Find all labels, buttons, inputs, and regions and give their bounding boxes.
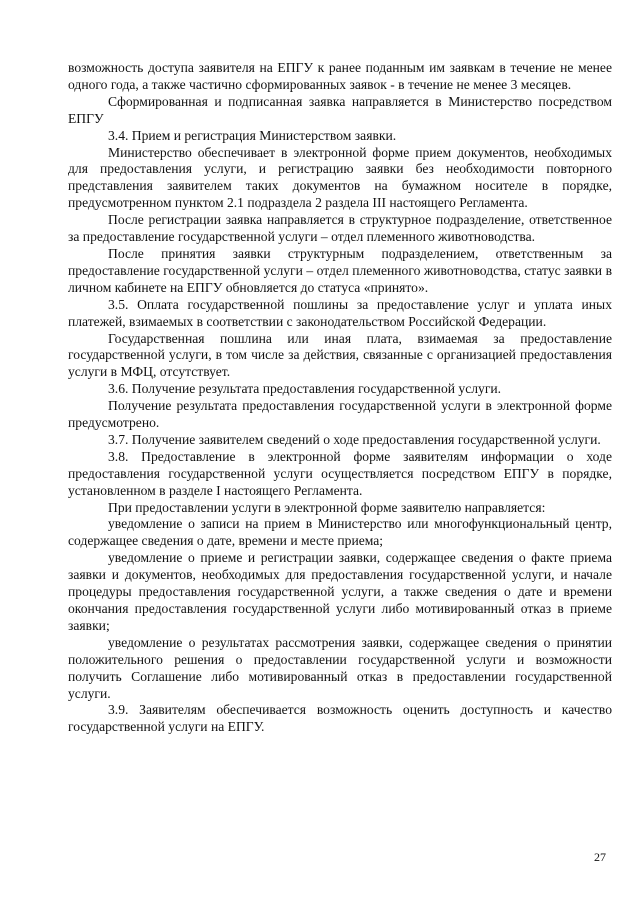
paragraph-application-sent: Сформированная и подписанная заявка направляется в Министерство посредством ЕПГУ [68, 93, 612, 126]
section-3-8: 3.8. Предоставление в электронной форме заявителям информации о ходе предоставления государственной услуги осуществляется посредством ЕПГУ в порядке, установленном в разделе I настоящего Регламента. [68, 448, 612, 498]
page-number: 27 [594, 850, 606, 864]
section-3-9: 3.9. Заявителям обеспечивается возможность оценить доступность и качество государственной услуги на ЕПГУ. [68, 702, 612, 735]
paragraph-access-continuation: возможность доступа заявителя на ЕПГУ к ранее поданным им заявкам в течение не менее одного года, а также частично сформированных заявок - в течение не менее 3 месяцев. [68, 60, 612, 92]
paragraph-notifications-intro: При предоставлении услуги в электронной форме заявителю направляется: [108, 499, 546, 515]
section-heading-3-6: 3.6. Получение результата предоставления государственной услуги. [108, 381, 502, 397]
section-heading-3-4: 3.4. Прием и регистрация Министерством заявки. [108, 127, 397, 143]
section-heading-3-7: 3.7. Получение заявителем сведений о ходе предоставления государственной услуги. [108, 431, 601, 447]
paragraph-notification-registration: уведомление о приеме и регистрации заявки, содержащее сведения о факте приема заявки и документов, необходимых для предоставления государственной услуги, и начале процедуры предоставления государственной услуги, а также сведения о дате и времени окончания предоставления государственной услуги либо мотивированный отказ в приеме заявки; [68, 550, 612, 633]
paragraph-electronic-reception: Министерство обеспечивает в электронной форме прием документов, необходимых для предоставления услуги, и регистрацию заявки без необходимости повторного представления заявителем таких документов на бумажном носителе в порядке, предусмотренном пунктом 2.1 подраздела 2 раздела III настоящего Регламента. [68, 144, 612, 211]
body-text [68, 60, 612, 736]
paragraph-status-update: После принятия заявки структурным подразделением, ответственным за предоставление государственной услуги – отдел племенного животноводства, статус заявки в личном кабинете на ЕПГУ обновляется до статуса «принято». [68, 245, 612, 295]
paragraph-notification-results: уведомление о результатах рассмотрения заявки, содержащее сведения о принятии положительного решения о предоставлении государственной услуги и возможности получить Соглашение либо мотивированный отказ в предоставлении государственной услуги. [68, 634, 612, 701]
section-heading-3-5: 3.5. Оплата государственной пошлины за предоставление услуг и уплата иных платежей, взимаемых в соответствии с законодательством Российской Федерации. [68, 296, 612, 329]
paragraph-after-registration: После регистрации заявка направляется в структурное подразделение, ответственное за предоставление государственной услуги – отдел племенного животноводства. [68, 212, 612, 245]
paragraph-fee-absent: Государственная пошлина или иная плата, взимаемая за предоставление государственной услуги, в том числе за действия, связанные с организацией предоставления услуги в МФЦ, отсутствует. [68, 330, 612, 380]
paragraph-result-electronic: Получение результата предоставления государственной услуги в электронной форме предусмотрено. [68, 398, 612, 431]
paragraph-notification-appointment: уведомление о записи на прием в Министерство или многофункциональный центр, содержащее сведения о дате, времени и месте приема; [68, 516, 612, 549]
